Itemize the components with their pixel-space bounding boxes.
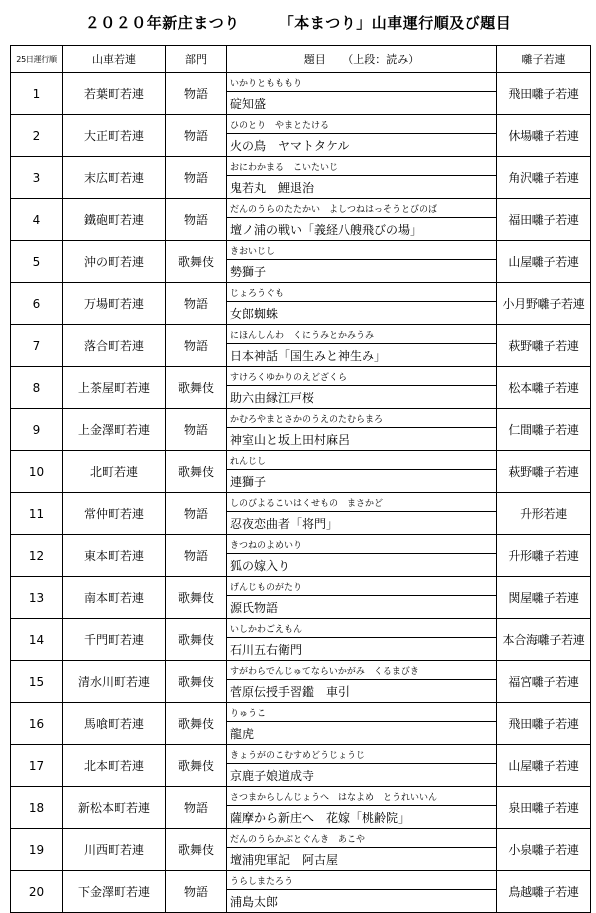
yama-wakaren: 南本町若連	[63, 577, 166, 619]
table-row	[11, 535, 591, 554]
header-hayashi: 囃子若連	[497, 46, 591, 73]
daimoku-title: 壇浦兜軍記 阿古屋	[227, 848, 497, 871]
daimoku-reading: だんのうらのたたかい よしつねはっそうとびのば	[227, 199, 497, 218]
bumon: 歌舞伎	[166, 661, 227, 703]
hayashi-wakaren: 小月野囃子若連	[497, 283, 591, 325]
hayashi-wakaren: 飛田囃子若連	[497, 73, 591, 115]
yama-wakaren: 清水川町若連	[63, 661, 166, 703]
yama-wakaren: 若葉町若連	[63, 73, 166, 115]
yama-wakaren: 常仲町若連	[63, 493, 166, 535]
order-number: 7	[11, 325, 63, 367]
daimoku-reading: れんじし	[227, 451, 497, 470]
hayashi-wakaren: 飛田囃子若連	[497, 703, 591, 745]
order-number: 16	[11, 703, 63, 745]
order-number: 18	[11, 787, 63, 829]
hayashi-wakaren: 休場囃子若連	[497, 115, 591, 157]
bumon: 物語	[166, 283, 227, 325]
daimoku-reading: すけろくゆかりのえどざくら	[227, 367, 497, 386]
table-row	[11, 871, 591, 890]
daimoku-reading: しのびよるこいはくせもの まさかど	[227, 493, 497, 512]
table-row	[11, 451, 591, 470]
bumon: 物語	[166, 73, 227, 115]
daimoku-reading: いかりともももり	[227, 73, 497, 92]
daimoku-title: 壇ノ浦の戦い「義経八艘飛びの場」	[227, 218, 497, 241]
bumon: 歌舞伎	[166, 451, 227, 493]
daimoku-title: 源氏物語	[227, 596, 497, 619]
order-number: 8	[11, 367, 63, 409]
header-bumon: 部門	[166, 46, 227, 73]
bumon: 物語	[166, 157, 227, 199]
bumon: 歌舞伎	[166, 241, 227, 283]
yama-wakaren: 北本町若連	[63, 745, 166, 787]
daimoku-reading: にほんしんわ くにうみとかみうみ	[227, 325, 497, 344]
daimoku-title: 助六由縁江戸桜	[227, 386, 497, 409]
daimoku-title: 京鹿子娘道成寺	[227, 764, 497, 787]
hayashi-wakaren: 泉田囃子若連	[497, 787, 591, 829]
yama-wakaren: 新松本町若連	[63, 787, 166, 829]
bumon: 物語	[166, 409, 227, 451]
order-number: 3	[11, 157, 63, 199]
order-number: 14	[11, 619, 63, 661]
daimoku-reading: さつまからしんじょうへ はなよめ とうれいいん	[227, 787, 497, 806]
hayashi-wakaren: 升形若連	[497, 493, 591, 535]
bumon: 歌舞伎	[166, 619, 227, 661]
order-number: 19	[11, 829, 63, 871]
daimoku-title: 浦島太郎	[227, 890, 497, 913]
order-number: 10	[11, 451, 63, 493]
daimoku-title: 碇知盛	[227, 92, 497, 115]
table-row	[11, 787, 591, 806]
order-number: 5	[11, 241, 63, 283]
hayashi-wakaren: 角沢囃子若連	[497, 157, 591, 199]
table-row	[11, 325, 591, 344]
yama-wakaren: 馬喰町若連	[63, 703, 166, 745]
yama-wakaren: 上茶屋町若連	[63, 367, 166, 409]
schedule-table	[10, 45, 591, 913]
bumon: 歌舞伎	[166, 745, 227, 787]
hayashi-wakaren: 仁間囃子若連	[497, 409, 591, 451]
order-number: 13	[11, 577, 63, 619]
order-number: 2	[11, 115, 63, 157]
bumon: 物語	[166, 535, 227, 577]
order-number: 11	[11, 493, 63, 535]
yama-wakaren: 末広町若連	[63, 157, 166, 199]
daimoku-title: 火の鳥 ヤマトタケル	[227, 134, 497, 157]
order-number: 1	[11, 73, 63, 115]
hayashi-wakaren: 鳥越囃子若連	[497, 871, 591, 913]
table-row	[11, 829, 591, 848]
daimoku-reading: いしかわごえもん	[227, 619, 497, 638]
yama-wakaren: 下金澤町若連	[63, 871, 166, 913]
table-row	[11, 73, 591, 92]
daimoku-reading: きょうがのこむすめどうじょうじ	[227, 745, 497, 764]
hayashi-wakaren: 関屋囃子若連	[497, 577, 591, 619]
yama-wakaren: 鐵砲町若連	[63, 199, 166, 241]
hayashi-wakaren: 松本囃子若連	[497, 367, 591, 409]
daimoku-title: 神室山と坂上田村麻呂	[227, 428, 497, 451]
hayashi-wakaren: 升形囃子若連	[497, 535, 591, 577]
table-row	[11, 661, 591, 680]
daimoku-title: 日本神話「国生みと神生み」	[227, 344, 497, 367]
daimoku-reading: げんじものがたり	[227, 577, 497, 596]
hayashi-wakaren: 福宮囃子若連	[497, 661, 591, 703]
yama-wakaren: 北町若連	[63, 451, 166, 493]
daimoku-title: 龍虎	[227, 722, 497, 745]
order-number: 17	[11, 745, 63, 787]
hayashi-wakaren: 本合海囃子若連	[497, 619, 591, 661]
daimoku-title: 鬼若丸 鯉退治	[227, 176, 497, 199]
hayashi-wakaren: 福田囃子若連	[497, 199, 591, 241]
daimoku-title: 女郎蜘蛛	[227, 302, 497, 325]
order-number: 6	[11, 283, 63, 325]
yama-wakaren: 東本町若連	[63, 535, 166, 577]
daimoku-title: 忍夜恋曲者「将門」	[227, 512, 497, 535]
hayashi-wakaren: 山屋囃子若連	[497, 745, 591, 787]
document-title: ２０２０年新庄まつり 「本まつり」山車運行順及び題目	[84, 13, 512, 32]
bumon: 物語	[166, 115, 227, 157]
daimoku-reading: ひのとり やまとたける	[227, 115, 497, 134]
bumon: 歌舞伎	[166, 367, 227, 409]
bumon: 歌舞伎	[166, 577, 227, 619]
bumon: 歌舞伎	[166, 703, 227, 745]
daimoku-title: 狐の嫁入り	[227, 554, 497, 577]
table-row	[11, 199, 591, 218]
table-row	[11, 619, 591, 638]
order-number: 9	[11, 409, 63, 451]
table-row	[11, 745, 591, 764]
bumon: 物語	[166, 325, 227, 367]
table-row	[11, 493, 591, 512]
yama-wakaren: 万場町若連	[63, 283, 166, 325]
yama-wakaren: 千門町若連	[63, 619, 166, 661]
header-order: 25日運行順	[11, 46, 63, 73]
daimoku-reading: おにわかまる こいたいじ	[227, 157, 497, 176]
yama-wakaren: 落合町若連	[63, 325, 166, 367]
header-daimoku: 題目 （上段：読み）	[227, 46, 497, 73]
table-row	[11, 115, 591, 134]
daimoku-reading: かむろやまとさかのうえのたむらまろ	[227, 409, 497, 428]
order-number: 15	[11, 661, 63, 703]
hayashi-wakaren: 萩野囃子若連	[497, 325, 591, 367]
daimoku-reading: きつねのよめいり	[227, 535, 497, 554]
yama-wakaren: 沖の町若連	[63, 241, 166, 283]
daimoku-title: 石川五右衛門	[227, 638, 497, 661]
daimoku-reading: うらしまたろう	[227, 871, 497, 890]
bumon: 物語	[166, 871, 227, 913]
hayashi-wakaren: 萩野囃子若連	[497, 451, 591, 493]
bumon: 物語	[166, 787, 227, 829]
yama-wakaren: 川西町若連	[63, 829, 166, 871]
daimoku-reading: だんのうらかぶとぐんき あこや	[227, 829, 497, 848]
bumon: 物語	[166, 199, 227, 241]
order-number: 4	[11, 199, 63, 241]
hayashi-wakaren: 小泉囃子若連	[497, 829, 591, 871]
table-row	[11, 367, 591, 386]
bumon: 歌舞伎	[166, 829, 227, 871]
header-row	[11, 46, 591, 73]
table-row	[11, 703, 591, 722]
table-row	[11, 409, 591, 428]
header-yama: 山車若連	[63, 46, 166, 73]
table-row	[11, 577, 591, 596]
daimoku-reading: すがわらでんじゅてならいかがみ くるまびき	[227, 661, 497, 680]
yama-wakaren: 上金澤町若連	[63, 409, 166, 451]
table-row	[11, 157, 591, 176]
hayashi-wakaren: 山屋囃子若連	[497, 241, 591, 283]
yama-wakaren: 大正町若連	[63, 115, 166, 157]
order-number: 20	[11, 871, 63, 913]
daimoku-reading: きおいじし	[227, 241, 497, 260]
daimoku-title: 勢獅子	[227, 260, 497, 283]
bumon: 物語	[166, 493, 227, 535]
daimoku-title: 連獅子	[227, 470, 497, 493]
daimoku-title: 薩摩から新庄へ 花嫁「桃齢院」	[227, 806, 497, 829]
table-row	[11, 283, 591, 302]
daimoku-reading: じょろうぐも	[227, 283, 497, 302]
daimoku-reading: りゅうこ	[227, 703, 497, 722]
order-number: 12	[11, 535, 63, 577]
daimoku-title: 菅原伝授手習鑑 車引	[227, 680, 497, 703]
table-row	[11, 241, 591, 260]
